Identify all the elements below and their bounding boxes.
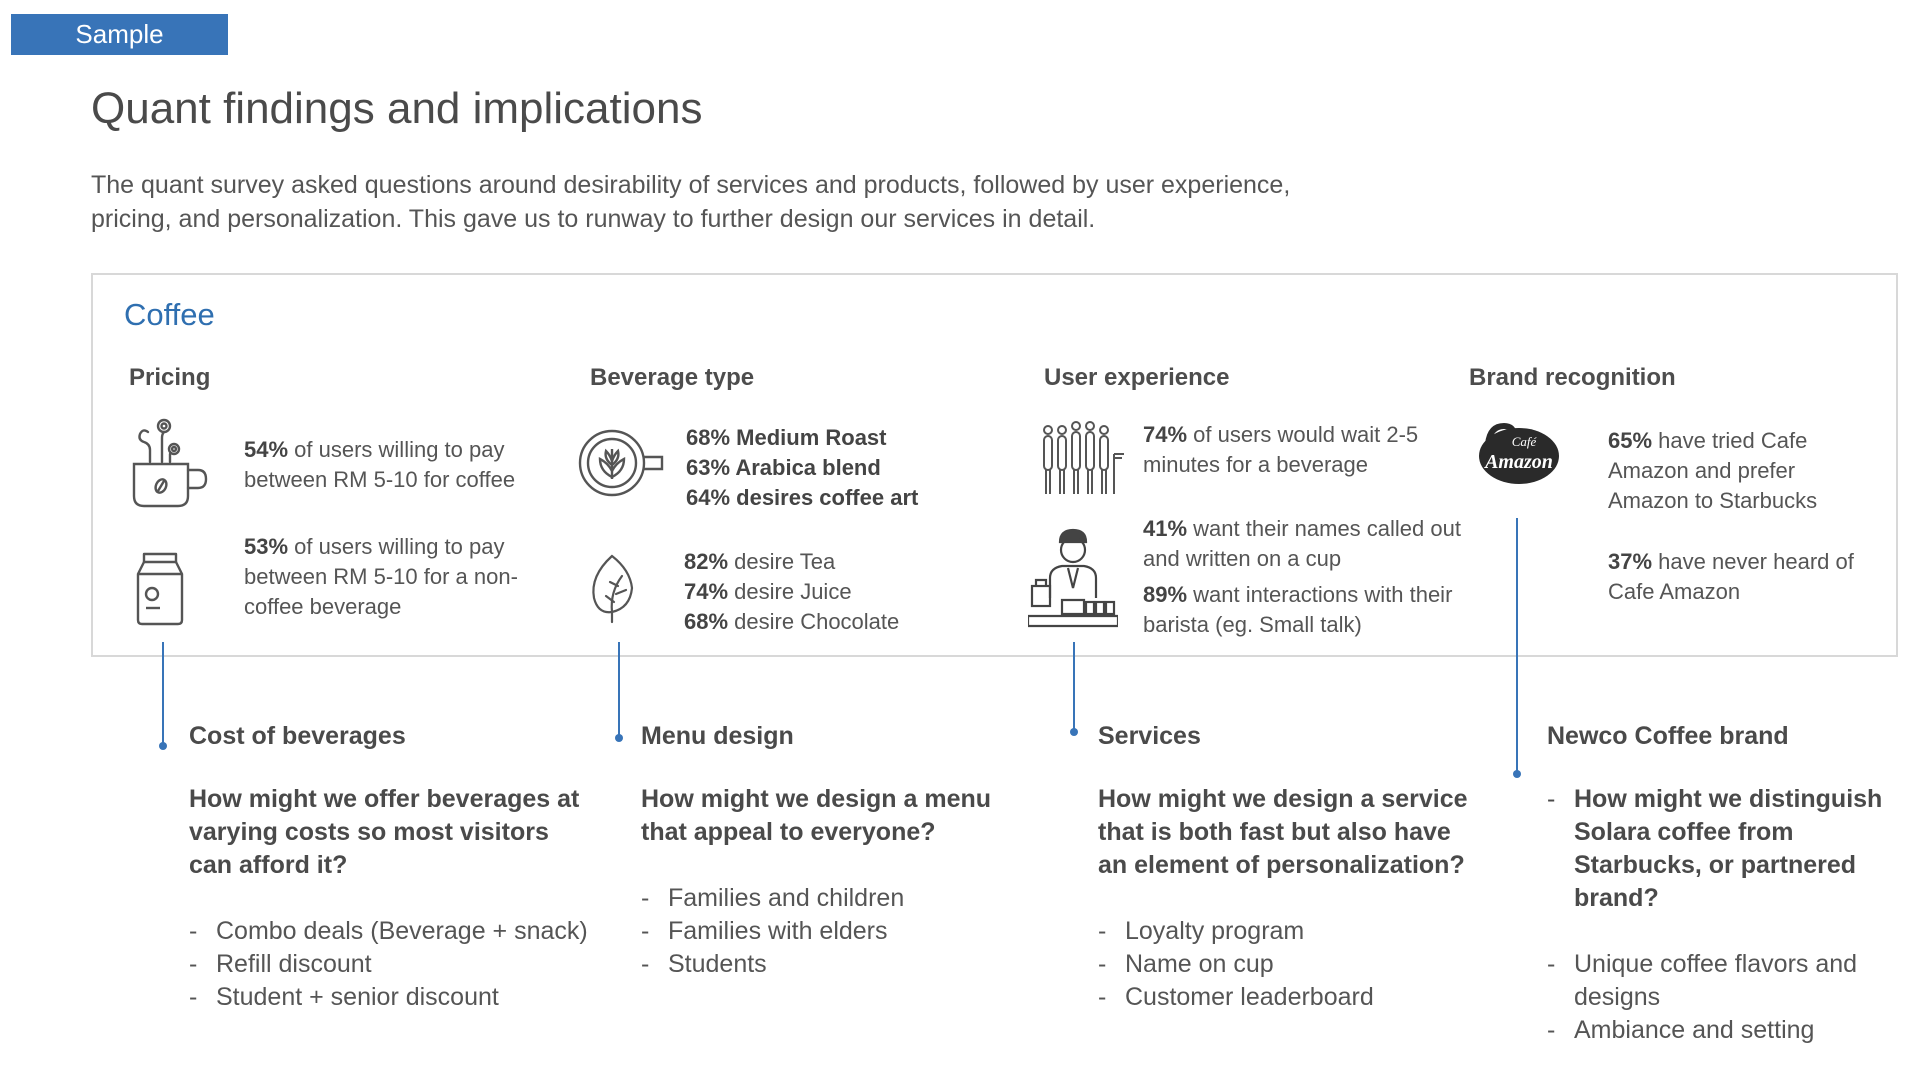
beverage-tea: 82% desire Tea [684, 549, 836, 574]
queue-people-icon [1040, 418, 1126, 498]
brand-stat-tried: 65% have tried Cafe Amazon and prefer Amazon to Starbucks [1608, 428, 1818, 513]
ux-stat-wait: 74% of users would wait 2-5 minutes for a beverage [1143, 422, 1419, 477]
implication-cost [189, 722, 589, 1014]
box-title: Coffee [124, 297, 215, 332]
bullet-item: - Name on cup [1098, 948, 1478, 981]
implication-heading: Menu design [641, 722, 794, 750]
implication-bullets [189, 915, 589, 1014]
col-heading-ux: User experience [1044, 364, 1230, 391]
implication-heading: Services [1098, 722, 1201, 750]
coffee-cup-steam-icon [128, 416, 212, 510]
implication-bullets [1098, 915, 1478, 1014]
implication-heading: Cost of beverages [189, 722, 406, 750]
implication-services [1098, 722, 1478, 1014]
connector-dot-2 [615, 734, 623, 742]
connector-line-3 [1073, 642, 1075, 732]
ux-stat-names: 41% want their names called out and written on a cup [1143, 516, 1461, 571]
beverage-line-2: 63% Arabica blend [686, 455, 881, 480]
bullet-item: - Refill discount [189, 948, 589, 981]
connector-dot-3 [1070, 728, 1078, 736]
milk-carton-icon [132, 550, 188, 626]
ux-stats-personal [1143, 514, 1483, 640]
col-heading-pricing: Pricing [129, 364, 211, 391]
implication-question: How might we design a service that is both fast but also have an element of personalization? [1098, 785, 1468, 879]
connector-dot-4 [1513, 770, 1521, 778]
tea-leaf-icon [586, 552, 638, 624]
implication-brand [1547, 722, 1919, 1047]
beverage-chocolate: 68% desire Chocolate [684, 609, 900, 634]
bullet-item: - Ambiance and setting [1547, 1014, 1919, 1047]
sample-tag: Sample [11, 14, 228, 55]
beverage-line-1: 68% Medium Roast [686, 425, 887, 450]
connector-line-2 [618, 642, 620, 738]
pricing-stat-noncoffee: 53% of users willing to pay between RM 5-10 for a non-coffee beverage [244, 534, 518, 619]
implication-bullets [1547, 948, 1919, 1047]
cafe-amazon-logo [1474, 420, 1564, 488]
barista-icon [1028, 528, 1118, 632]
connector-dot-1 [159, 742, 167, 750]
bullet-item: - Loyalty program [1098, 915, 1478, 948]
bullet-item: - Student + senior discount [189, 981, 589, 1014]
page-title: Quant findings and implications [91, 84, 703, 133]
intro-paragraph: The quant survey asked questions around desirability of services and products, followed by user experience, pricing, and personalization. This gave us to runway to further design our services in detail. [91, 171, 1291, 233]
pricing-stat-coffee: 54% of users willing to pay between RM 5-10 for coffee [244, 437, 516, 492]
ux-stat-interactions: 89% want interactions with their barista (eg. Small talk) [1143, 582, 1453, 637]
latte-art-cup-icon [578, 427, 666, 499]
beverage-stats-coffee [686, 423, 986, 513]
implication-question: How might we offer beverages at varying costs so most visitors can afford it? [189, 785, 580, 879]
bullet-item: - Combo deals (Beverage + snack) [189, 915, 589, 948]
beverage-line-3: 64% desires coffee art [686, 485, 919, 510]
implication-question: How might we design a menu that appeal to everyone? [641, 785, 992, 846]
connector-line-1 [162, 642, 164, 746]
beverage-stats-other [684, 547, 984, 637]
logo-amazon-text: Amazon [1485, 451, 1553, 473]
logo-cafe-text: Café [1511, 434, 1537, 449]
beverage-juice: 74% desire Juice [684, 579, 852, 604]
bullet-item: - Families with elders [641, 915, 1041, 948]
implication-menu [641, 722, 1041, 981]
bullet-item: - Students [641, 948, 1041, 981]
bullet-item: - Families and children [641, 882, 1041, 915]
bullet-item: - Unique coffee flavors and designs [1547, 948, 1919, 1014]
col-heading-beverage: Beverage type [590, 364, 755, 391]
brand-stat-unknown: 37% have never heard of Cafe Amazon [1608, 549, 1854, 604]
implication-heading: Newco Coffee brand [1547, 722, 1789, 750]
col-heading-brand: Brand recognition [1469, 364, 1676, 391]
bullet-item: - Customer leaderboard [1098, 981, 1478, 1014]
implication-question: - How might we distinguish Solara coffee from Starbucks, or partnered brand? [1547, 783, 1919, 915]
implication-bullets [641, 882, 1041, 981]
connector-line-4 [1516, 518, 1518, 774]
